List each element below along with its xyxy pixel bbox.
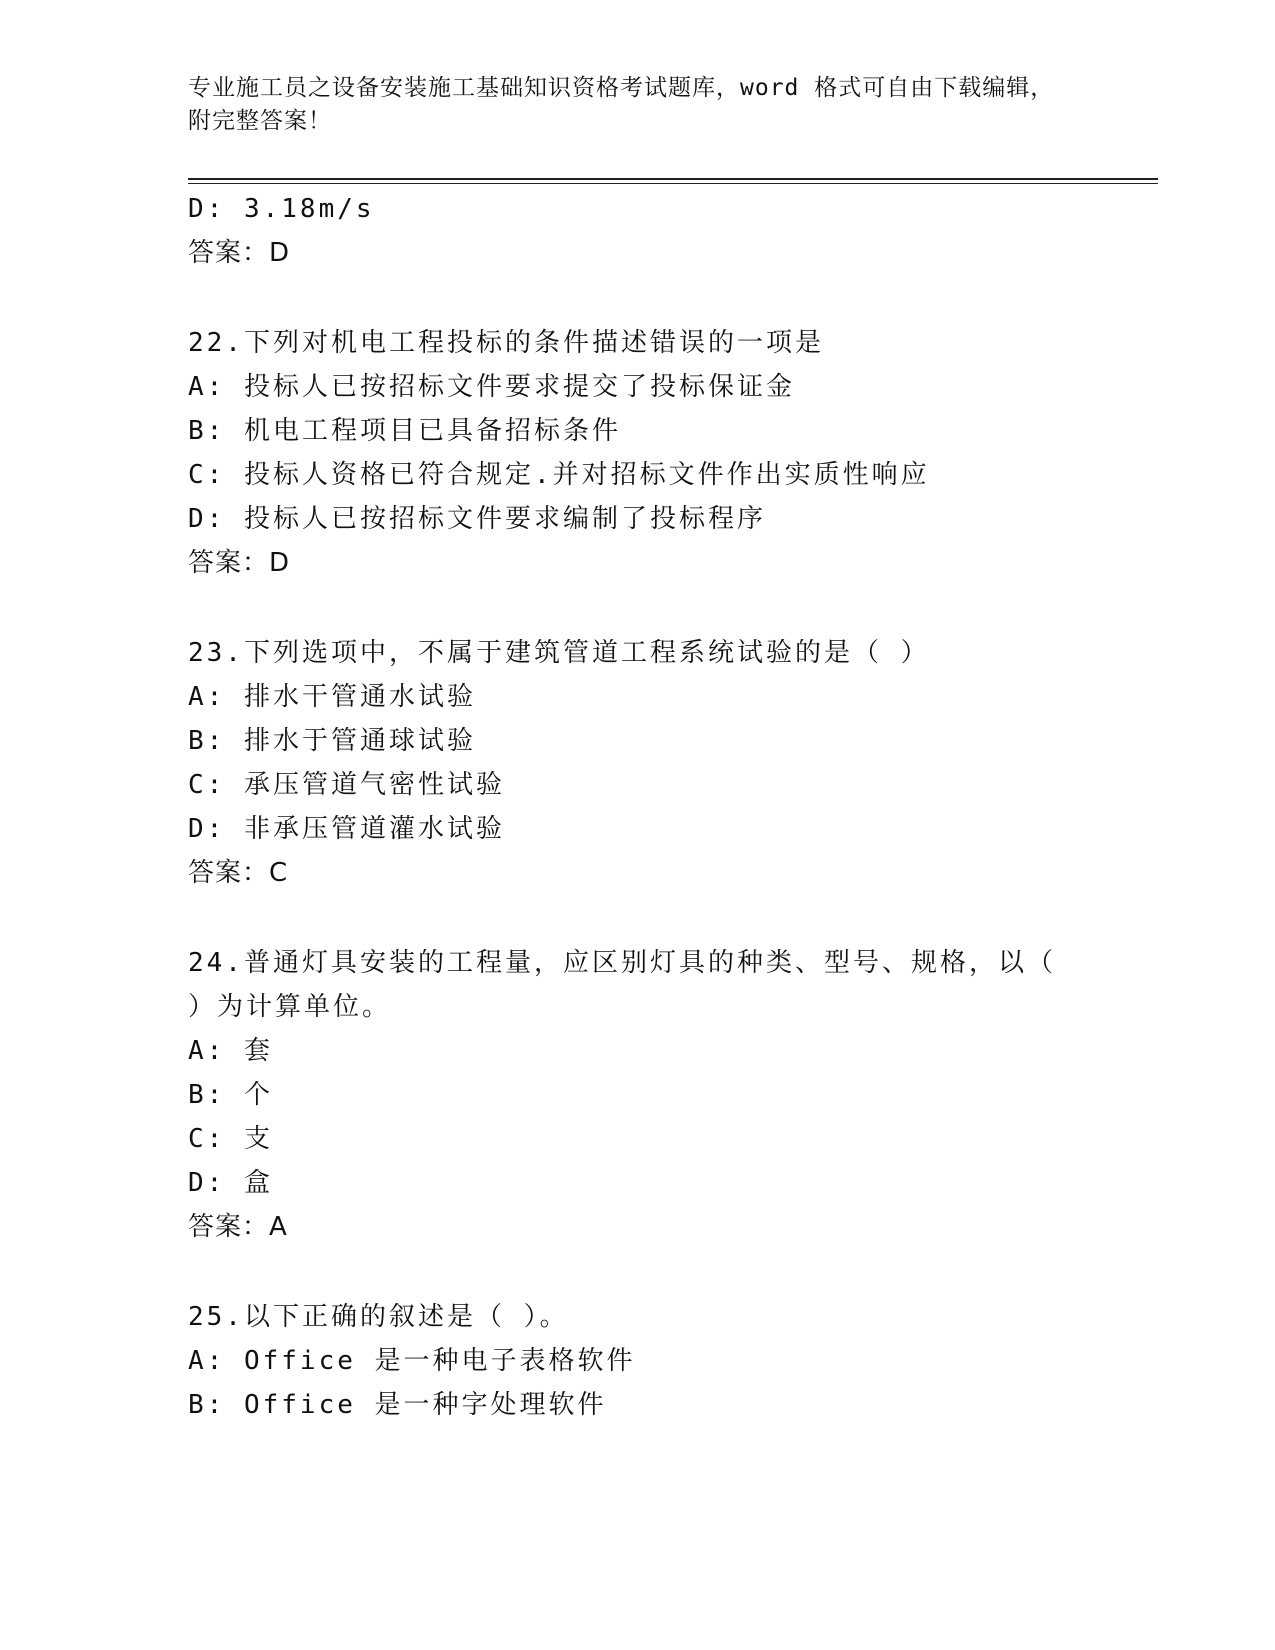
question-24-option-b: B: 个	[188, 1080, 273, 1110]
question-23-option-a: A: 排水干管通水试验	[188, 682, 476, 712]
question-23-option-b: B: 排水于管通球试验	[188, 726, 476, 756]
question-24-option-a: A: 套	[188, 1036, 273, 1066]
header-rule-thick	[188, 178, 1158, 180]
question-25-option-a: A: Office 是一种电子表格软件	[188, 1346, 636, 1376]
prev-answer: 答案：D	[188, 238, 291, 268]
question-24-stem-continued: ）为计算单位。	[188, 992, 392, 1022]
header-line-1: 专业施工员之设备安装施工基础知识资格考试题库，word 格式可自由下载编辑，	[188, 75, 1055, 101]
prev-option-d: D: 3.18m/s	[188, 194, 375, 224]
question-22-option-b: B: 机电工程项目已具备招标条件	[188, 416, 621, 446]
question-22-answer: 答案：D	[188, 548, 291, 578]
question-25-stem: 25.以下正确的叙述是（ ）。	[188, 1302, 569, 1332]
question-23-answer: 答案：C	[188, 858, 289, 888]
question-24-option-d: D: 盒	[188, 1168, 273, 1198]
question-22-option-a: A: 投标人已按招标文件要求提交了投标保证金	[188, 372, 795, 402]
question-23-option-d: D: 非承压管道灌水试验	[188, 814, 505, 844]
question-24-answer: 答案：A	[188, 1212, 288, 1242]
question-22-option-d: D: 投标人已按招标文件要求编制了投标程序	[188, 504, 766, 534]
document-header	[188, 72, 1088, 138]
header-line-2: 附完整答案！	[188, 108, 332, 134]
question-25-option-b: B: Office 是一种字处理软件	[188, 1390, 607, 1420]
question-22-stem: 22.下列对机电工程投标的条件描述错误的一项是	[188, 328, 824, 358]
header-rule-thin	[188, 183, 1158, 184]
question-23-option-c: C: 承压管道气密性试验	[188, 770, 505, 800]
question-24-option-c: C: 支	[188, 1124, 273, 1154]
question-23-stem: 23.下列选项中，不属于建筑管道工程系统试验的是（ ）	[188, 638, 930, 668]
question-24-stem: 24.普通灯具安装的工程量，应区别灯具的种类、型号、规格，以（	[188, 948, 1056, 978]
question-22-option-c: C: 投标人资格已符合规定.并对招标文件作出实质性响应	[188, 460, 930, 490]
